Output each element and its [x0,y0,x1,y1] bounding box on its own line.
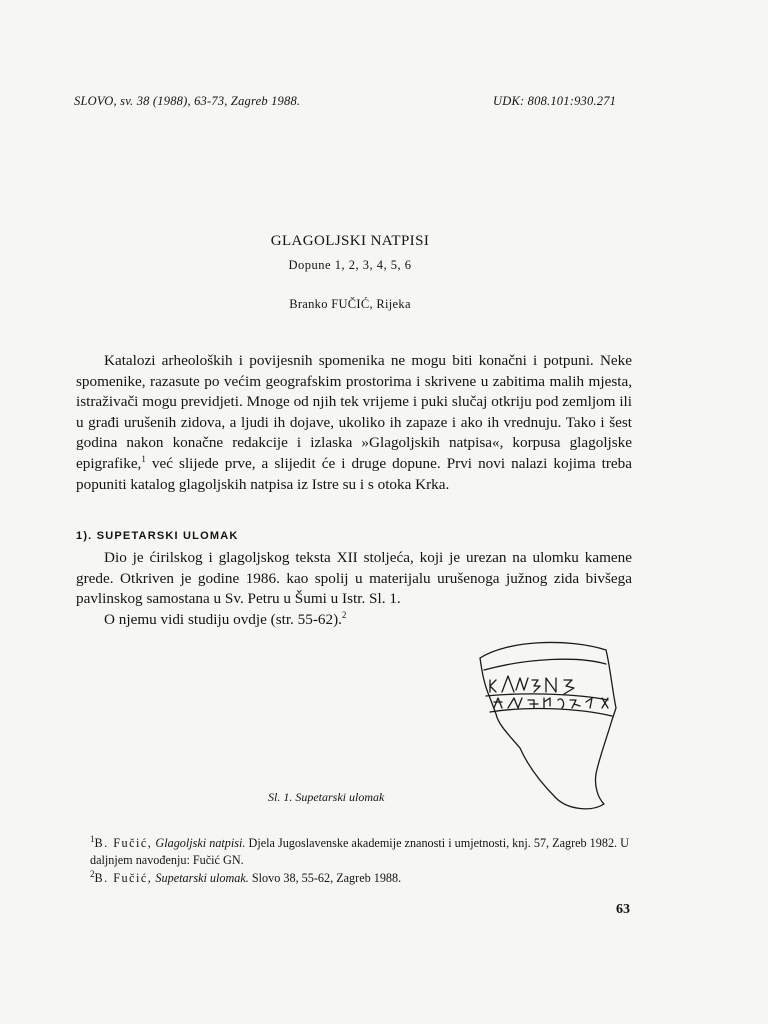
footnotes [76,835,632,887]
intro-text-part2: već slijede prve, a slijedit će i druge dopune. Prvi novi nalazi kojima treba popuniti katalog glagoljskih natpisa iz Istre su i s otoka Krka. [76,454,632,493]
section-paragraph-1: Dio je ćirilskog i glagoljskog teksta XII stoljeća, koji je urezan na ulomku kamene grede. Otkriven je godine 1986. kao spolij u materijalu urušenoga južnog zida bivšega pavlinskog samostana u Sv. Petru u Šumi u Istr. Sl. 1. [76,549,632,608]
footnote-2-work: Supetarski ulomak. [155,870,249,885]
section-body [76,548,632,630]
footnote-2-rest: Slovo 38, 55-62, Zagreb 1988. [248,870,402,885]
article-author: Branko FUČIĆ, Rijeka [289,297,411,311]
footnote-1-author: B. Fučić, [94,836,153,850]
footnote-1-rest: Djela Jugoslavenske akademije znanosti i umjetnosti, knj. 57, Zagreb 1982. U daljnjem navođenju: Fučić GN. [90,836,629,868]
footnote-2 [76,870,632,887]
page-number: 63 [616,902,630,917]
footnote-2-mark: 2 [90,868,95,879]
section-paragraph-2-text: O njemu vidi studiju ovdje (str. 55-62). [104,610,342,628]
footnote-2-author: B. Fučić, [94,870,153,885]
article-title: GLAGOLJSKI NATPISI [270,233,430,249]
footnote-ref-1[interactable]: 1 [141,453,146,464]
intro-paragraph [76,351,632,495]
section-paragraph-2 [76,610,632,631]
footnote-1 [76,835,632,870]
footnote-1-mark: 1 [90,833,95,844]
intro-text-part1: Katalozi arheoloških i povijesnih spomenika ne mogu biti konačni i potpuni. Neke spomenike, razasute po većim geografskim prostorima i skrivene u zabitima malih mjesta, istraživači mogu previdjeti. Mnoge od njih tek vrijeme i puki slučaj otkriju pod zemljom ili u građi urušenih zidova, a ljudi ih dojave, ukoliko ih zapaze i ako ih vrednuju. Tako i šest godina nakon konačne redakcije i izlaska »Glagoljskih natpisa«, korpusa glagoljske epigrafike, [76,352,632,472]
section-heading: 1). SUPETARSKI ULOMAK [76,530,239,542]
footnote-ref-2[interactable]: 2 [341,609,347,620]
journal-citation: SLOVO, sv. 38 (1988), 63-73, Zagreb 1988. [74,94,301,108]
article-subtitle: Dopune 1, 2, 3, 4, 5, 6 [288,258,412,272]
fragment-figure [468,636,618,826]
stone-fragment-drawing [468,636,618,826]
figure-caption: Sl. 1. Supetarski ulomak [268,790,385,804]
footnote-1-work: Glagoljski natpisi. [155,836,246,850]
udk-code: UDK: 808.101:930.271 [493,94,617,108]
